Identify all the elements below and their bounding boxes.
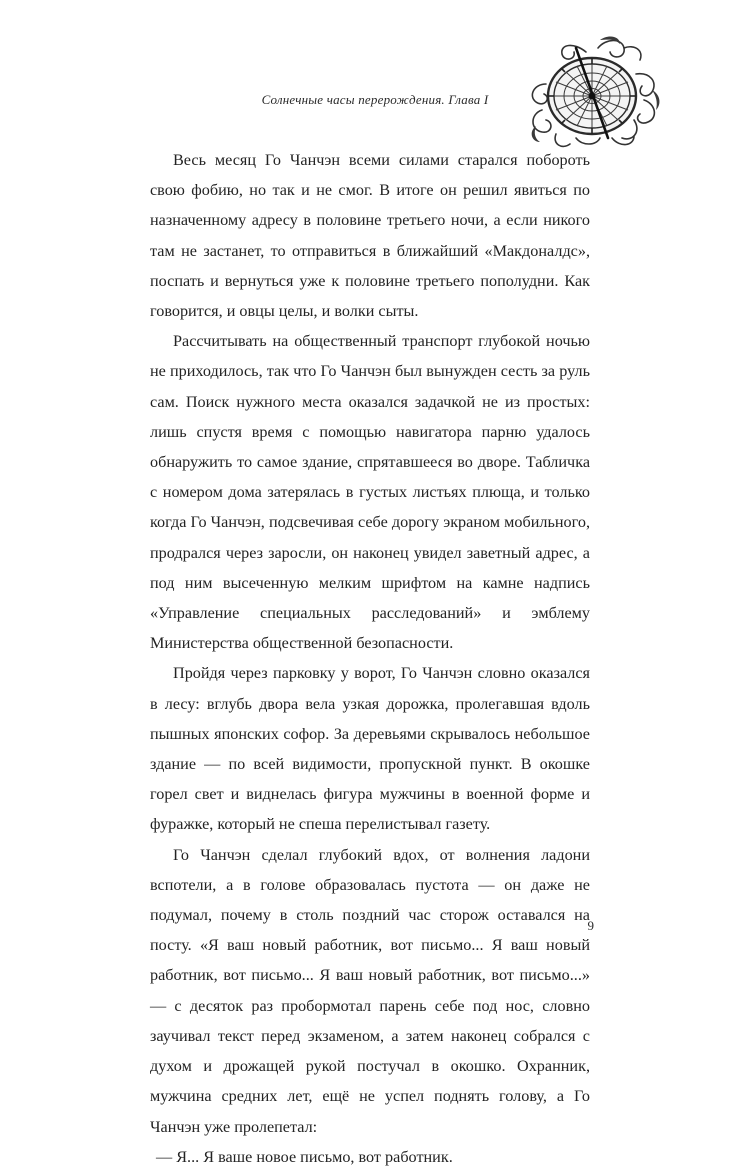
- paragraph: Весь месяц Го Чанчэн всеми силами старался побороть свою фобию, но так и не смог. В итоге он решил явиться по назначенному адресу в половине третьего ночи, а если никого там не застанет, то отправиться в ближайший «Макдоналдс», поспать и вернуться уже к половине третьего пополудни. Как говорится, и овцы целы, и волки сыты.: [150, 151, 590, 321]
- dialog-line: — Я... Я ваше новое письмо, вот работник.: [156, 1147, 453, 1166]
- running-header: Солнечные часы перерождения. Глава I: [261, 92, 489, 107]
- sundial-emblem-icon: [516, 34, 666, 154]
- page-number: 9: [587, 918, 594, 933]
- paragraph: Го Чанчэн сделал глубокий вдох, от волнения ладони вспотели, а в голове образовалась пустота — он даже не подумал, почему в столь поздний час сторож оставался на посту. «Я ваш новый работник, вот письмо... Я ваш новый работник, вот письмо... Я ваш новый работник, вот письмо...» — с десяток раз пробормотал парень себе под нос, словно заучивал текст перед экзаменом, а затем наконец собрался с духом и дрожащей рукой постучал в окошко. Охранник, мужчина средних лет, ещё не успел поднять голову, а Го Чанчэн уже пролепетал:: [150, 845, 590, 1136]
- chapter-body-text: [150, 145, 590, 1172]
- paragraph: Пройдя через парковку у ворот, Го Чанчэн словно оказался в лесу: вглубь двора вела узкая дорожка, пролегавшая вдоль пышных японских софор. За деревьями скрывалось небольшое здание — по всей видимости, пропускной пункт. В окошке горел свет и виднелась фигура мужчины в военной форме и фуражке, который не спеша перелистывал газету.: [150, 664, 590, 834]
- paragraph: Рассчитывать на общественный транспорт глубокой ночью не приходилось, так что Го Чанчэн был вынужден сесть за руль сам. Поиск нужного места оказался задачкой не из простых: лишь спустя время с помощью навигатора парню удалось обнаружить то самое здание, спрятавшееся во дворе. Табличка с номером дома затерялась в густых листьях плюща, и только когда Го Чанчэн, подсвечивая себе дорогу экраном мобильного, продрался через заросли, он наконец увидел заветный адрес, а под ним высеченную мелким шрифтом на камне надпись «Управление специальных расследований» и эмблему Министерства общественной безопасности.: [150, 332, 590, 653]
